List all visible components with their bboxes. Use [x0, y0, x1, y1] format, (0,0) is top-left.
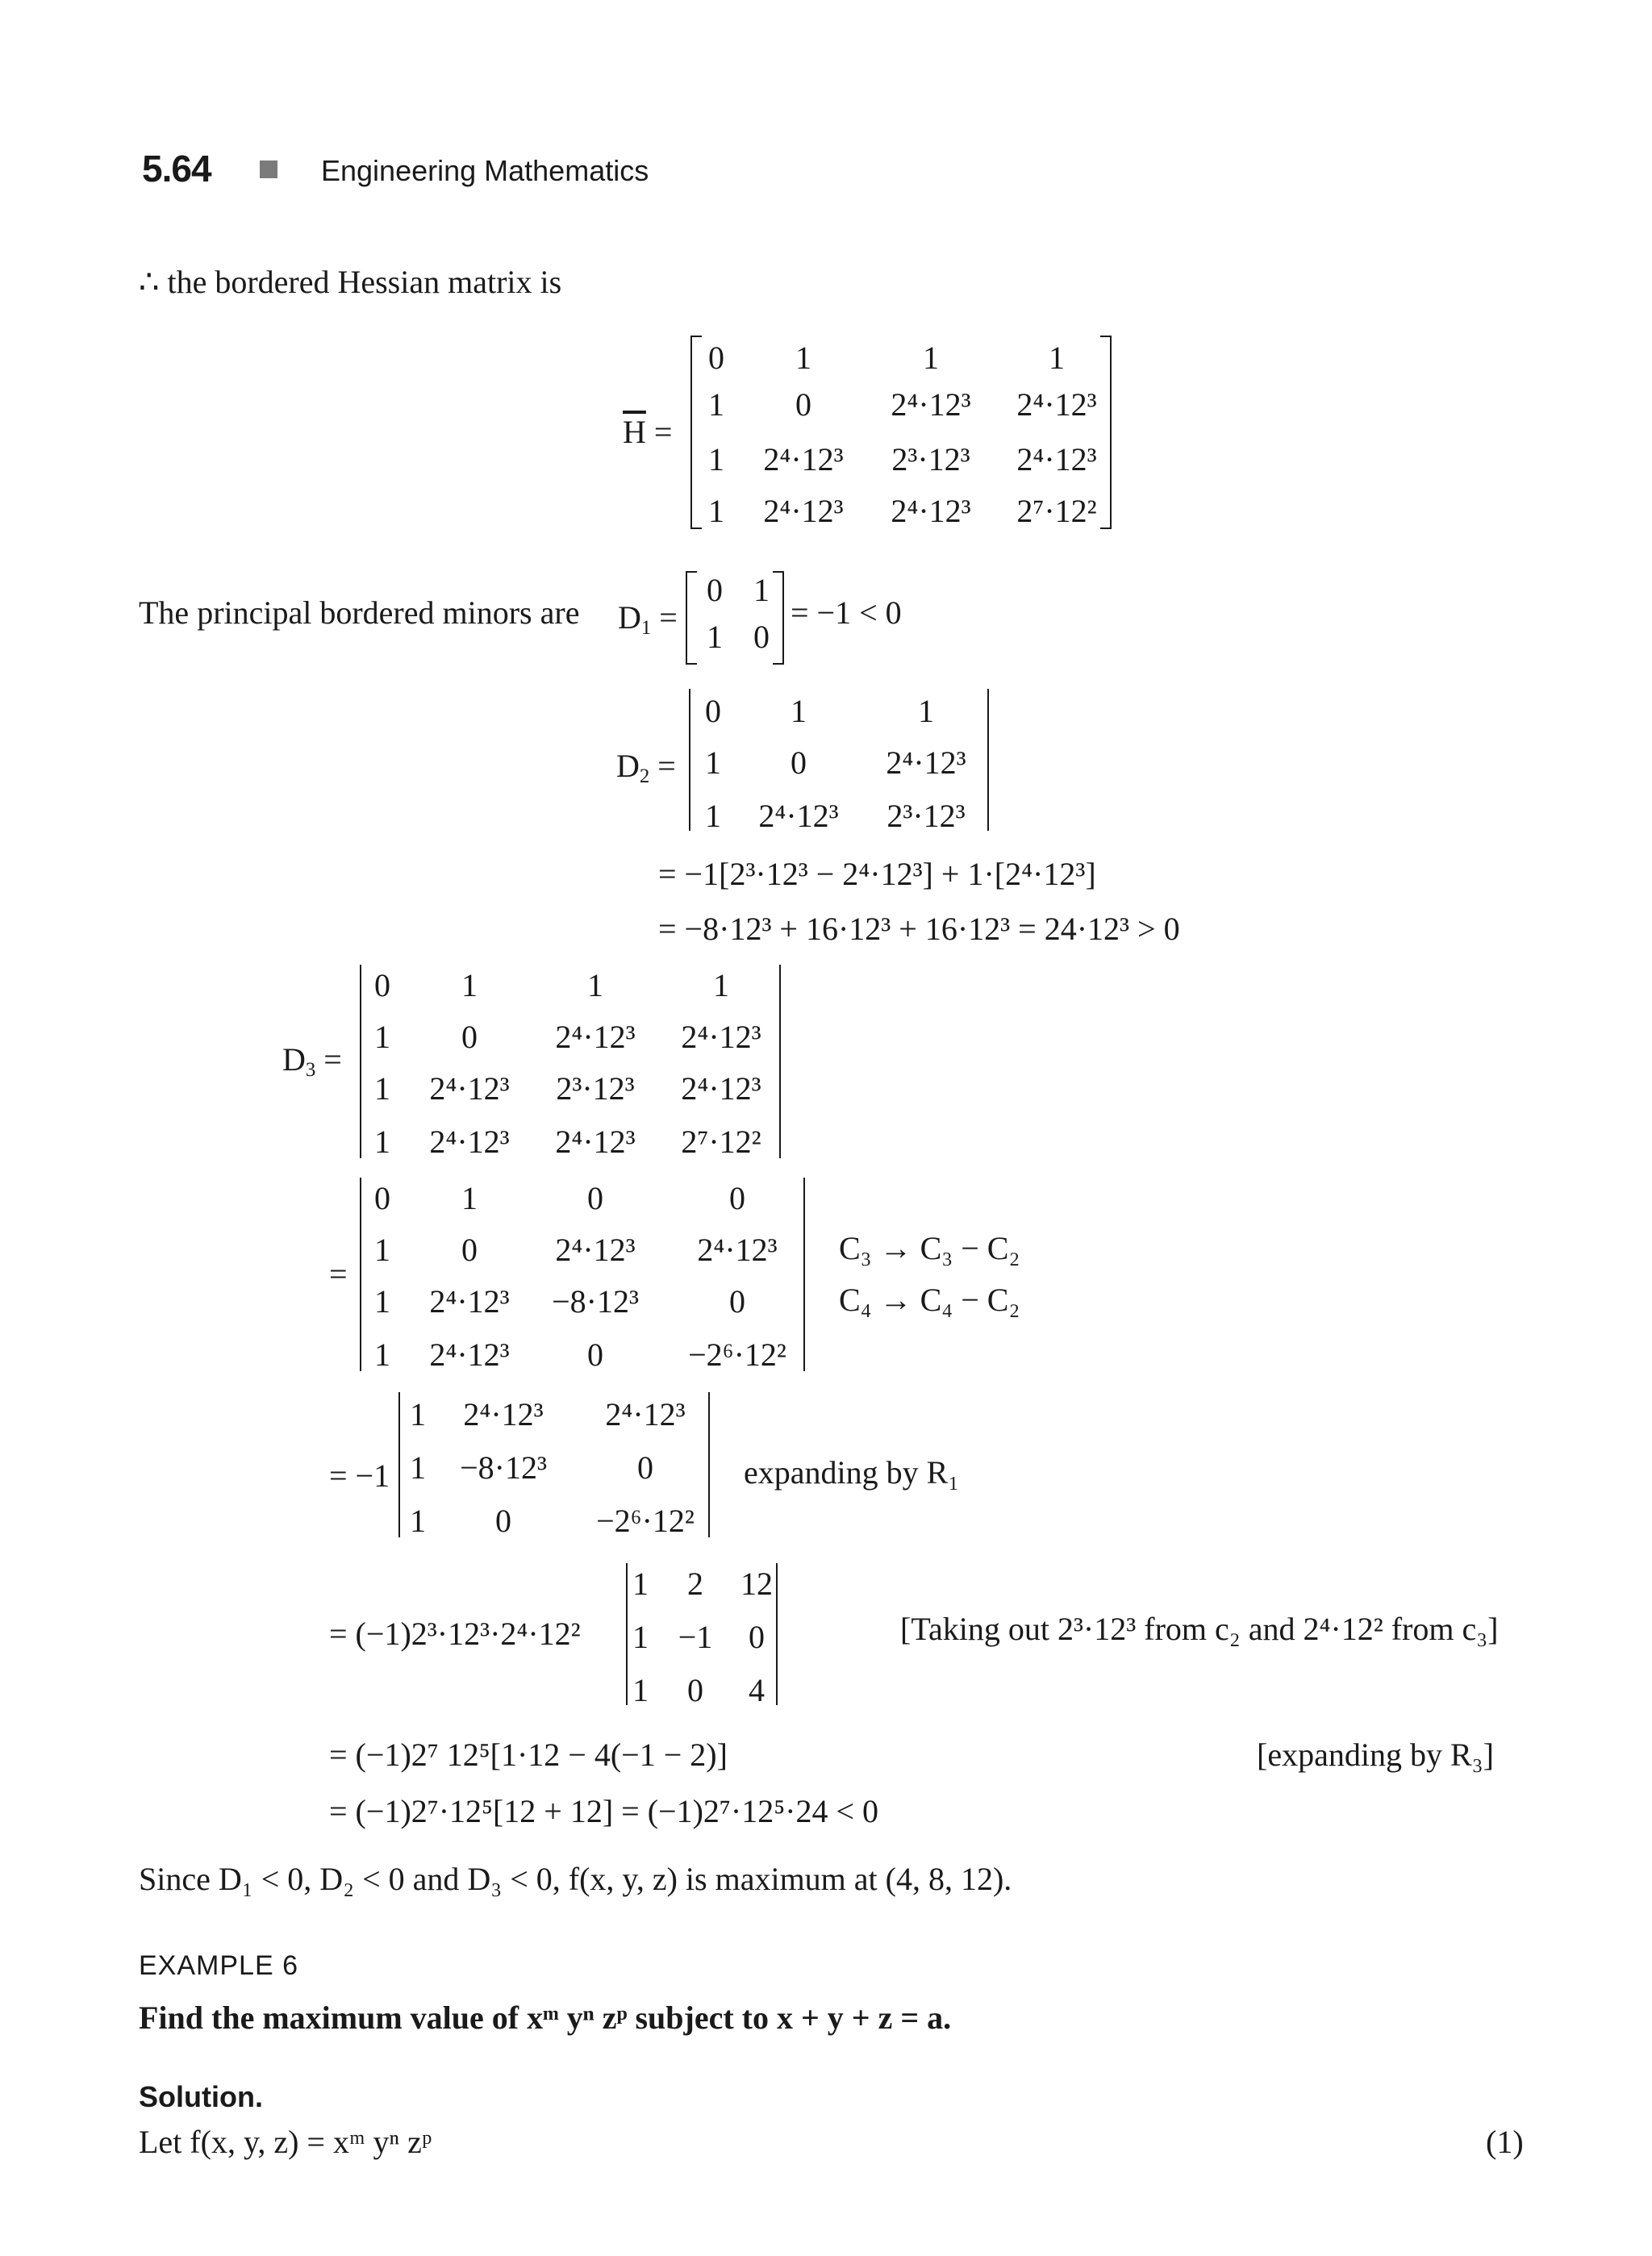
d1-cell-r2c2: 0 [753, 619, 770, 655]
step2-cell-r2c3: 2⁴·12³ [555, 1232, 636, 1268]
d3-cell-r1c4: 1 [713, 967, 729, 1003]
d3-cell-r3c2: 2⁴·12³ [429, 1070, 510, 1107]
hessian-cell-r2c2: 0 [795, 386, 811, 423]
d3-cell-r2c2: 0 [461, 1019, 478, 1055]
step2-right-bar [803, 1178, 805, 1371]
header-square-icon [260, 161, 277, 178]
hessian-cell-r1c1: 0 [708, 340, 724, 376]
hessian-cell-r2c3: 2⁴·12³ [891, 386, 971, 423]
d3-sub: 3 [305, 1058, 316, 1081]
step2-column-op-2: C₄ → C₄ − C₂ [839, 1282, 1020, 1318]
d2-cell-r1c2: 1 [791, 693, 807, 729]
step2-cell-r2c1: 1 [374, 1232, 390, 1268]
step2-cell-r3c1: 1 [374, 1283, 390, 1320]
d3-cell-r4c1: 1 [374, 1124, 390, 1160]
step2-cell-r1c1: 0 [374, 1180, 390, 1216]
step3-right-bar [708, 1392, 710, 1537]
minors-intro: The principal bordered minors are [139, 594, 580, 631]
step3-cell-r2c3: 0 [637, 1449, 653, 1486]
d2-letter: D [616, 748, 640, 784]
d3-label: $D_3$ = [282, 1041, 342, 1081]
hessian-cell-r4c2: 2⁴·12³ [763, 493, 844, 529]
step2-cell-r2c4: 2⁴·12³ [697, 1232, 778, 1268]
step3-cell-r1c1: 1 [410, 1396, 426, 1432]
d2-cell-r3c2: 2⁴·12³ [758, 798, 839, 834]
step4-right-bar [776, 1563, 778, 1705]
step4-cell-r2c3: 0 [749, 1619, 765, 1655]
d3-cell-r1c3: 1 [587, 967, 603, 1003]
step2-cell-r4c3: 0 [587, 1337, 603, 1373]
step3-cell-r3c1: 1 [410, 1503, 426, 1539]
step3-cell-r1c2: 2⁴·12³ [463, 1396, 544, 1432]
solution-label: Solution. [139, 2080, 263, 2113]
d1-sub: 1 [640, 616, 652, 639]
d2-cell-r1c1: 0 [705, 693, 721, 729]
d3-cell-r2c1: 1 [374, 1019, 390, 1055]
d3-cell-r1c2: 1 [461, 967, 478, 1003]
step4-cell-r1c2: 2 [687, 1566, 703, 1602]
step4-cell-r3c3: 4 [749, 1672, 765, 1708]
step3-prefix: = −1 [329, 1457, 390, 1494]
step2-cell-r3c3: −8·12³ [552, 1283, 639, 1320]
hessian-cell-r1c3: 1 [923, 340, 939, 376]
hessian-cell-r1c4: 1 [1049, 340, 1065, 376]
d1-label: $D_1$ = [618, 599, 678, 639]
d2-cell-r3c3: 2³·12³ [886, 798, 966, 834]
d2-label: $D_2$ = [616, 748, 676, 787]
d1-right-bracket [773, 571, 784, 665]
hessian-cell-r1c2: 1 [795, 340, 811, 376]
d3-letter: D [282, 1041, 306, 1078]
hessian-cell-r4c3: 2⁴·12³ [891, 493, 971, 529]
d3-cell-r4c2: 2⁴·12³ [429, 1124, 510, 1160]
hessian-cell-r4c1: 1 [708, 493, 724, 529]
step3-cell-r3c3: −2⁶·12² [596, 1503, 695, 1539]
step4-prefix: = (−1)2³·12³·2⁴·12² [329, 1616, 581, 1652]
conclusion: Since D₁ < 0, D₂ < 0 and D₃ < 0, f(x, y, z) is maximum at (4, 8, 12). [139, 1861, 1012, 1897]
d3-left-bar [360, 965, 361, 1158]
solution-line: Let f(x, y, z) = xᵐ yⁿ zᵖ [139, 2124, 432, 2160]
step4-cell-r3c1: 1 [632, 1672, 649, 1708]
hessian-left-bracket [690, 336, 702, 529]
d3-cell-r2c3: 2⁴·12³ [555, 1019, 636, 1055]
hessian-cell-r3c2: 2⁴·12³ [763, 441, 844, 477]
hessian-label: $\overline{H}$ = [623, 414, 673, 450]
step2-cell-r1c2: 1 [461, 1180, 478, 1216]
d3-cell-r1c1: 0 [374, 967, 390, 1003]
hessian-cell-r4c4: 2⁷·12² [1016, 493, 1097, 529]
step5-line: = (−1)2⁷ 12⁵[1·12 − 4(−1 − 2)] [329, 1737, 728, 1773]
d2-cell-r2c3: 2⁴·12³ [886, 744, 966, 781]
step4-cell-r2c2: −1 [678, 1619, 713, 1655]
running-title: Engineering Mathematics [321, 154, 649, 187]
step2-left-bar [360, 1178, 361, 1371]
step3-cell-r1c3: 2⁴·12³ [605, 1396, 686, 1432]
step3-note: expanding by R₁ [744, 1454, 960, 1491]
hessian-right-bracket [1100, 336, 1112, 529]
step2-cell-r4c1: 1 [374, 1337, 390, 1373]
hessian-cell-r3c1: 1 [708, 441, 724, 477]
hessian-cell-r2c4: 2⁴·12³ [1016, 386, 1097, 423]
hessian-cell-r3c4: 2⁴·12³ [1016, 441, 1097, 477]
step2-cell-r3c4: 0 [729, 1283, 745, 1320]
step3-cell-r3c2: 0 [495, 1503, 511, 1539]
d3-cell-r3c3: 2³·12³ [556, 1070, 635, 1107]
d2-sub: 2 [639, 765, 650, 787]
step2-cell-r1c4: 0 [729, 1180, 745, 1216]
example-problem: Find the maximum value of xᵐ yⁿ zᵖ subject to x + y + z = a. [139, 2000, 952, 2036]
step2-cell-r1c3: 0 [587, 1180, 603, 1216]
step4-cell-r3c2: 0 [687, 1672, 703, 1708]
step2-cell-r4c4: −2⁶·12² [688, 1337, 786, 1373]
d3-cell-r2c4: 2⁴·12³ [681, 1019, 761, 1055]
step4-cell-r1c3: 12 [740, 1566, 773, 1602]
step2-cell-r2c2: 0 [461, 1232, 478, 1268]
step2-cell-r3c2: 2⁴·12³ [429, 1283, 510, 1320]
d1-left-bracket [686, 571, 697, 665]
d2-cell-r1c3: 1 [918, 693, 934, 729]
d1-cell-r1c2: 1 [753, 572, 770, 608]
d2-cell-r3c1: 1 [705, 798, 721, 834]
d1-cell-r2c1: 1 [707, 619, 723, 655]
step5-note: [expanding by R₃] [1257, 1737, 1494, 1773]
d1-result: = −1 < 0 [791, 594, 902, 631]
equation-number: (1) [1486, 2124, 1524, 2160]
d2-cell-r2c2: 0 [791, 744, 807, 781]
hessian-cell-r2c1: 1 [708, 386, 724, 423]
step4-note: [Taking out 2³·12³ from c₂ and 2⁴·12² from c₃] [900, 1611, 1499, 1647]
d1-cell-r1c1: 0 [707, 572, 723, 608]
d3-right-bar [779, 965, 781, 1158]
d3-cell-r4c4: 2⁷·12² [681, 1124, 761, 1160]
d1-letter: D [618, 599, 641, 636]
step2-column-op-1: C₃ → C₃ − C₂ [839, 1230, 1020, 1266]
step2-cell-r4c2: 2⁴·12³ [429, 1337, 510, 1373]
example-label: EXAMPLE 6 [139, 1950, 298, 1981]
hessian-symbol: $\overline{H}$ [623, 414, 646, 450]
d2-left-bar [689, 689, 690, 831]
d2-expansion-line: = −1[2³·12³ − 2⁴·12³] + 1·[2⁴·12³] [658, 856, 1096, 892]
d2-result-line: = −8·12³ + 16·12³ + 16·12³ = 24·12³ > 0 [658, 911, 1180, 947]
d2-right-bar [987, 689, 989, 831]
d3-cell-r3c4: 2⁴·12³ [681, 1070, 761, 1107]
step6-line: = (−1)2⁷·12⁵[12 + 12] = (−1)2⁷·12⁵·24 < 0 [329, 1793, 879, 1829]
step3-cell-r2c2: −8·12³ [460, 1449, 547, 1486]
page-number: 5.64 [142, 148, 211, 190]
step4-cell-r2c1: 1 [632, 1619, 649, 1655]
d2-cell-r2c1: 1 [705, 744, 721, 781]
step4-cell-r1c1: 1 [632, 1566, 649, 1602]
step4-left-bar [626, 1563, 628, 1705]
step3-left-bar [398, 1392, 400, 1537]
d3-cell-r3c1: 1 [374, 1070, 390, 1107]
intro-line: ∴ the bordered Hessian matrix is [139, 264, 562, 300]
d3-cell-r4c3: 2⁴·12³ [555, 1124, 636, 1160]
hessian-cell-r3c3: 2³·12³ [891, 441, 970, 477]
step3-cell-r2c1: 1 [410, 1449, 426, 1486]
step2-equals: = [329, 1256, 348, 1292]
